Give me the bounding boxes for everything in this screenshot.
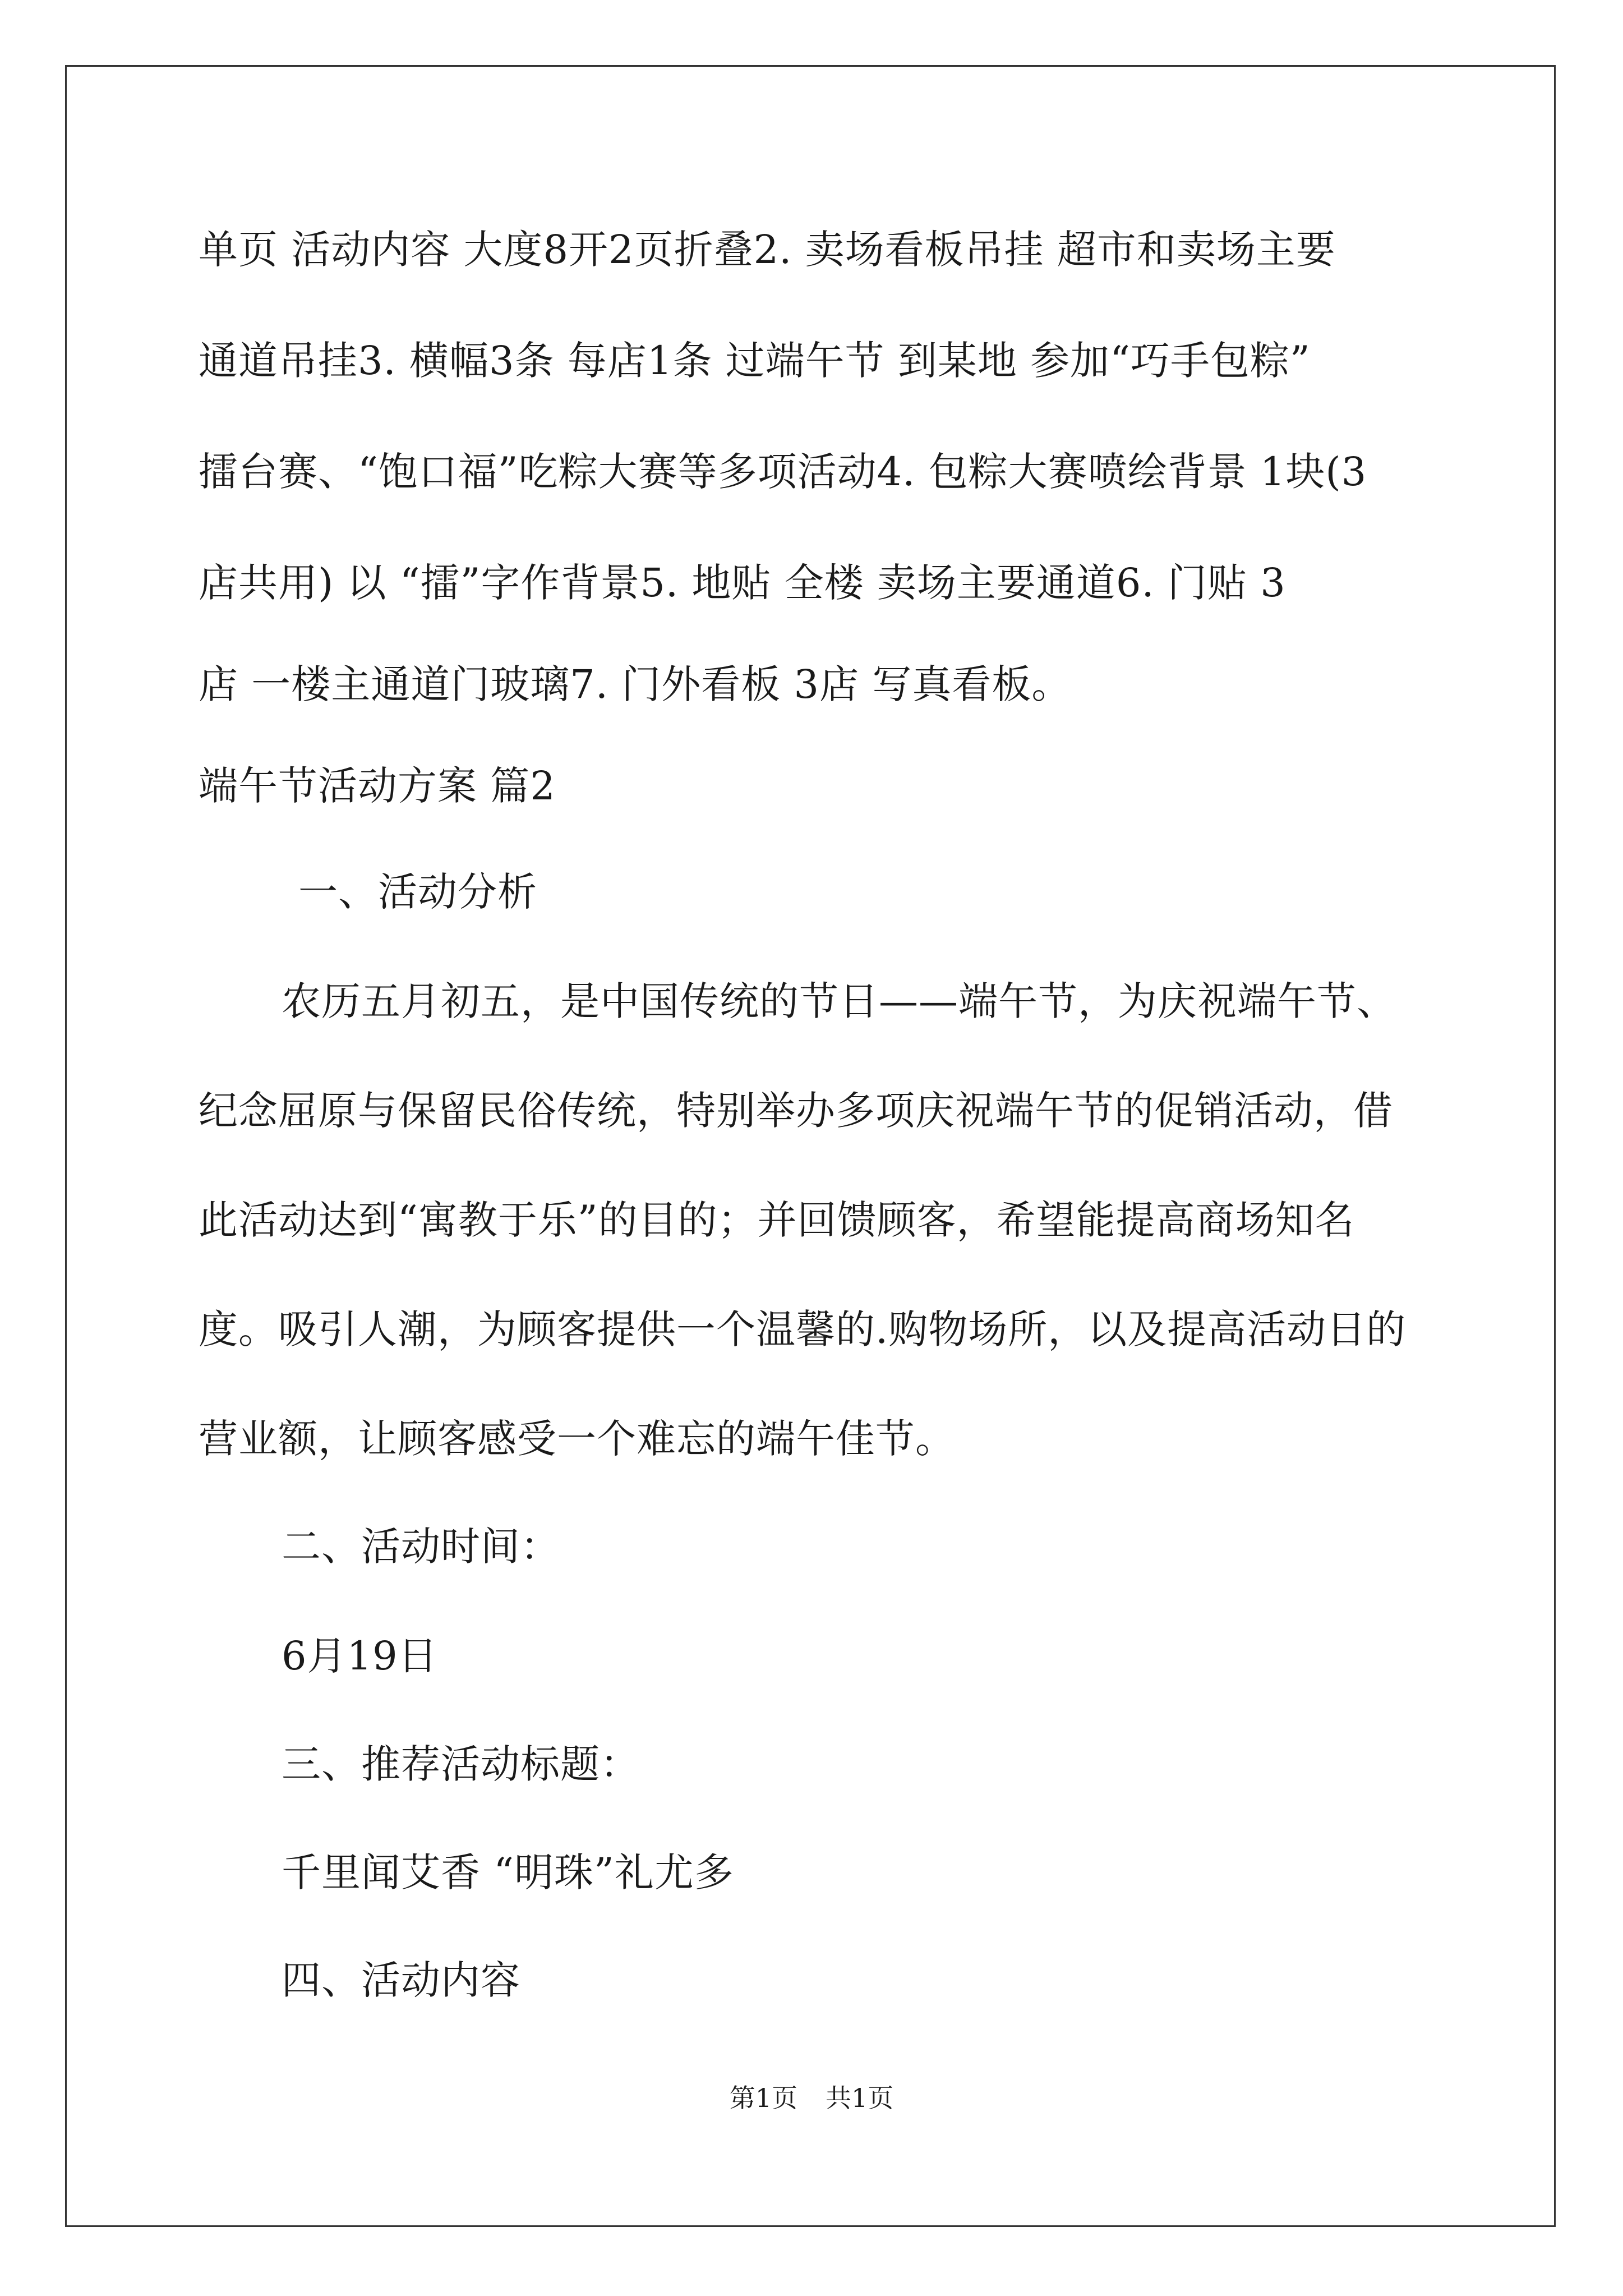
text-line: 店共用) 以 “擂”字作背景5. 地贴 全楼 卖场主要通道6. 门贴 3 [199,560,1286,606]
heading-recommended-title: 三、推荐活动标题： [282,1741,640,1787]
page-number: 第1页 [729,2083,797,2113]
page-total: 共1页 [826,2083,894,2113]
section-title: 端午节活动方案 篇2 [199,763,556,809]
text-line: 单页 活动内容 大度8开2页折叠2. 卖场看板吊挂 超市和卖场主要 [199,227,1336,273]
activity-title: 千里闻艾香 “明珠”礼尤多 [282,1849,734,1895]
text-line: 擂台赛、“饱口福”吃粽大赛等多项活动4. 包粽大赛喷绘背景 1块(3 [199,449,1367,495]
paragraph-line: 纪念屈原与保留民俗传统，特别举办多项庆祝端午节的促销活动，借 [199,1088,1393,1134]
paragraph-line: 营业额，让顾客感受一个难忘的端午佳节。 [199,1416,955,1462]
text-line: 店 一楼主通道门玻璃7. 门外看板 3店 写真看板。 [199,661,1072,707]
paragraph-line: 度。吸引人潮，为顾客提供一个温馨的.购物场所，以及提高活动日的 [199,1306,1407,1352]
heading-activity-time: 二、活动时间： [282,1524,560,1570]
text-line: 通道吊挂3. 横幅3条 每店1条 过端午节 到某地 参加“巧手包粽” [199,338,1311,384]
page-footer [0,2082,1623,2114]
paragraph-line: 此活动达到“寓教于乐”的目的；并回馈顾客，希望能提高商场知名 [199,1197,1355,1243]
paragraph-line: 农历五月初五，是中国传统的节日——端午节，为庆祝端午节、 [282,978,1396,1024]
heading-activity-analysis: 一、活动分析 [298,869,537,915]
heading-activity-content: 四、活动内容 [282,1957,520,2003]
page-border [65,65,1556,2227]
activity-date: 6月19日 [282,1633,438,1679]
